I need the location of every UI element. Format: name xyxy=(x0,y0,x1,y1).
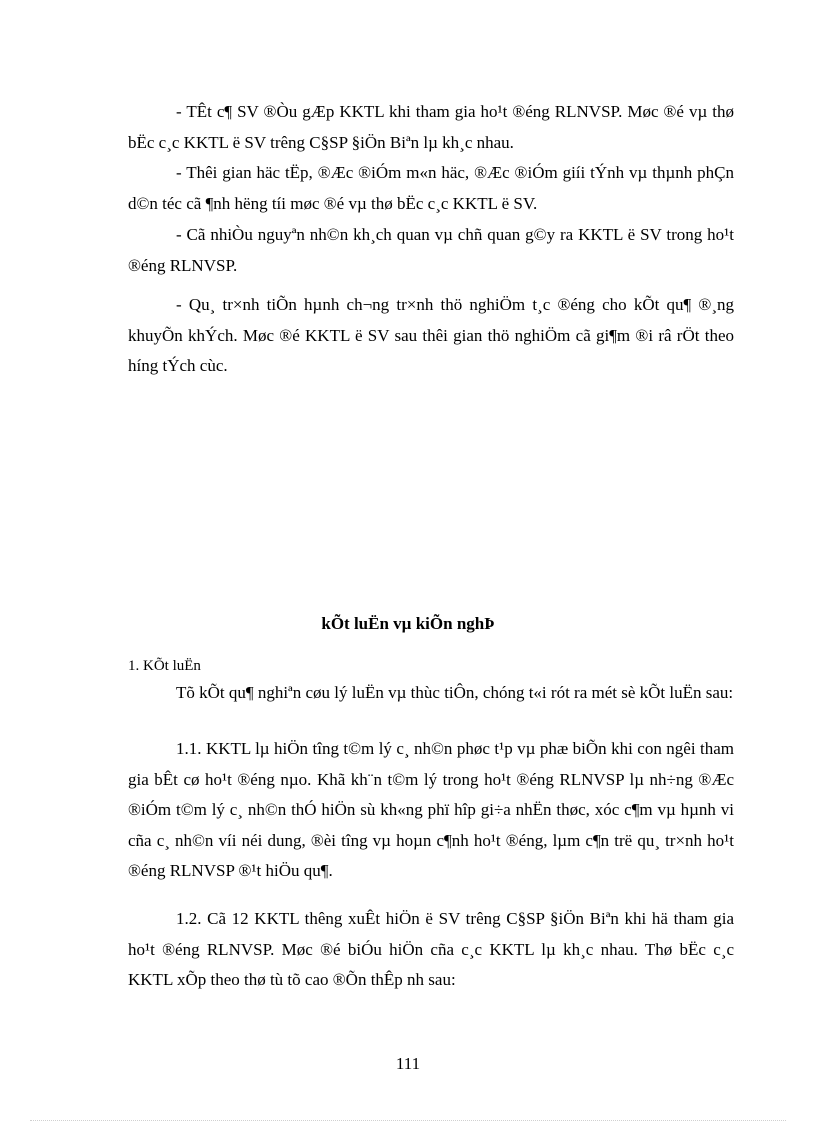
paragraph-conclusion-1-2: 1.2. Cã 12 KKTL thêng xuÊt hiÖn ë SV trêng C§SP §iÖn Biªn khi hä tham gia ho¹t ®éng RLNVSP. Møc ®é biÓu hiÖn cña c¸c KKTL lµ kh¸c nhau. Thø bËc c¸c KKTL xÕp theo thø tù tõ cao ®Õn thÊp nh sau: xyxy=(128,909,734,989)
paragraph-causes: - Cã nhiÒu nguyªn nh©n kh¸ch quan vµ chñ quan g©y ra KKTL ë SV trong ho¹t ®éng RLNVSP. xyxy=(128,225,734,275)
subsection-heading: 1. KÕt luËn xyxy=(128,658,201,674)
paragraph-influence-factors: - Thêi gian häc tËp, ®Æc ®iÓm m«n häc, ®Æc ®iÓm giíi tÝnh vµ thµnh phÇn d©n téc cã ¶nh hëng tíi møc ®é vµ thø bËc c¸c KKTL ë SV. xyxy=(128,163,734,213)
page-number: 111 xyxy=(395,1054,421,1073)
footer-divider xyxy=(30,1120,786,1121)
paragraph-conclusion-1-1: 1.1. KKTL lµ hiÖn tîng t©m lý c¸ nh©n phøc t¹p vµ phæ biÕn khi con ngêi tham gia bÊt cø ho¹t ®éng nµo. Khã kh¨n t©m lý trong ho¹t ®éng RLNVSP lµ nh÷ng ®Æc ®iÓm t©m lý c¸ nh©n thÓ hiÖn sù kh«ng phï hîp gi÷a nhËn thøc, xóc c¶m vµ hµnh vi cña c¸ nh©n víi néi dung, ®èi tîng vµ hoµn c¶nh ho¹t ®éng, lµm c¶n trë qu¸ tr×nh ho¹t ®éng RLNVSP ®¹t hiÖu qu¶. xyxy=(128,739,734,880)
paragraph-conclusion-intro: Tõ kÕt qu¶ nghiªn cøu lý luËn vµ thùc tiÔn, chóng t«i rót ra mét sè kÕt luËn sau: xyxy=(176,683,734,702)
section-heading: kÕt luËn vµ kiÕn nghÞ xyxy=(321,614,495,633)
paragraph-experiment-result: - Qu¸ tr×nh tiÕn hµnh ch¬ng tr×nh thö nghiÖm t¸c ®éng cho kÕt qu¶ ®¸ng khuyÕn khÝch. Møc ®é KKTL ë SV sau thêi gian thö nghiÖm cã gi¶m ®i râ rÖt theo híng tÝch cùc. xyxy=(128,295,734,375)
paragraph-survey-result: - TÊt c¶ SV ®Òu gÆp KKTL khi tham gia ho¹t ®éng RLNVSP. Møc ®é vµ thø bËc c¸c KKTL ë SV trêng C§SP §iÖn Biªn lµ kh¸c nhau. xyxy=(128,102,734,152)
